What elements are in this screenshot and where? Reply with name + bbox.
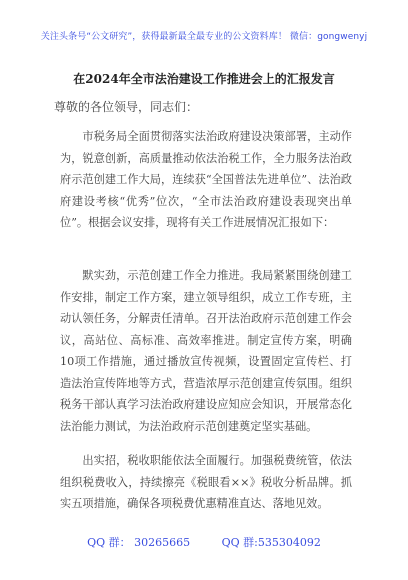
- footer-qq-group-1: QQ 群： 30265665: [87, 536, 191, 549]
- paragraph-intro: 市税务局全面贯彻落实法治政府建设决策部署，主动作为，锐意创新，高质量推动依法治税工作，全力服务法治政府示范创建工作大局，连续获“全国普法先进单位”、法治政府建设考核“优秀”位次，“全市法治政府建设表现突出单位”。根据会议安排，现将有关工作进展情况汇报如下：: [60, 130, 352, 229]
- footer-contact: [0, 534, 408, 550]
- header-banner: 关注头条号“公文研究”，获得最新最全最专业的公文资料库！ 微信：gongwenyj: [40, 32, 368, 42]
- paragraph-creation-work: 默实劲，示范创建工作全力推进。我局紧紧围绕创建工作安排，制定工作方案，建立领导组织，成立工作专班，主动认领任务，分解责任清单。召开法治政府示范创建工作会议，高站位、高标准、高效率推进。制定宣传方案，明确10项工作措施，通过播放宣传视频，设置固定宣传栏、打造法治宣传阵地等方式，营造浓厚示范创建宣传氛围。组织税务干部认真学习法治政府建设应知应会知识，开展常态化法治能力测试，为法治政府示范创建奠定坚实基础。: [60, 269, 352, 433]
- footer-qq-group-2: QQ 群:535304092: [221, 536, 321, 549]
- document-title: 在2024年全市法治建设工作推进会上的汇报发言: [73, 72, 335, 86]
- salutation: 尊敬的各位领导，同志们：: [54, 100, 199, 114]
- paragraph-tax-duty: 出实招，税收职能依法全面履行。加强税费统管，依法组织税费收入，持续擦亮《税眼看××》税收分析品牌。抓实五项措施，确保各项税费优惠精准直达、落地见效。: [60, 454, 352, 510]
